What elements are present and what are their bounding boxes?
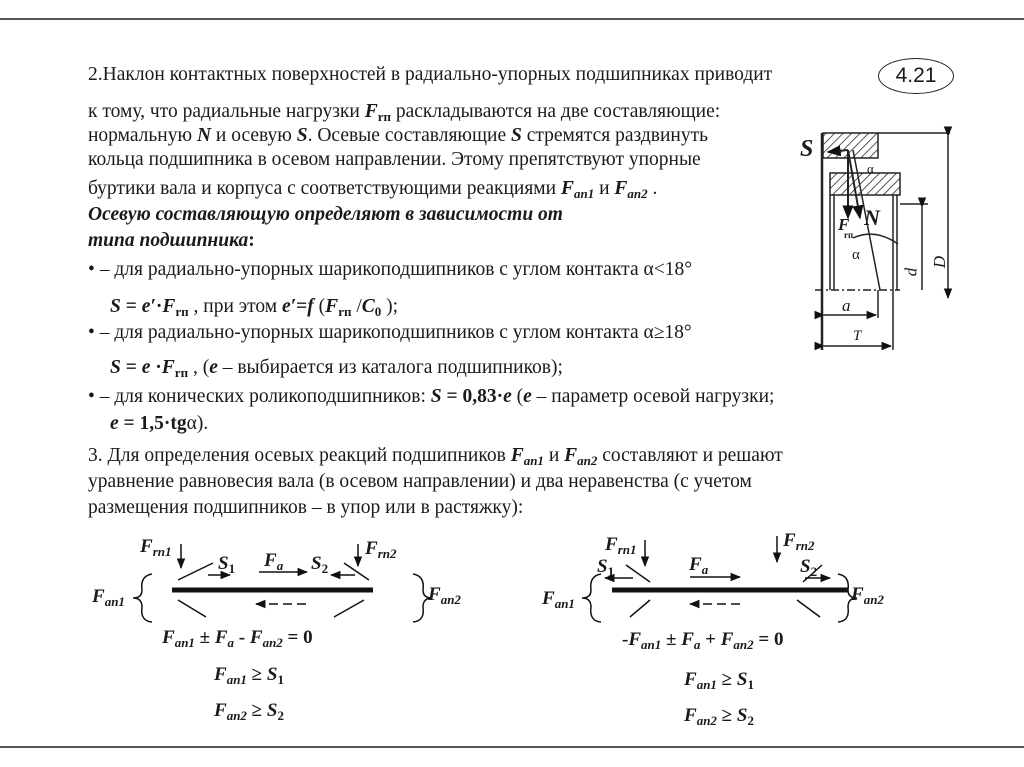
diagram-right-label-segment: aп2 [696, 713, 717, 728]
text-line-segment: • – для радиально-упорных шарикоподшипников с углом контакта α<18° [88, 259, 692, 280]
text-line-segment: S [510, 125, 522, 146]
diagram-left-label-segment: 1 [277, 672, 284, 687]
text-line-segment: aп1 [523, 453, 544, 468]
diagram-right-label-segment: F [628, 629, 642, 650]
diagram-right-label-segment: F [851, 584, 864, 605]
diagram-right-label-segment: aп1 [696, 677, 717, 692]
text-line-segment: нормальную [88, 125, 197, 146]
text-line-segment: rп [338, 304, 352, 319]
diagram-left-label-segment: 2 [277, 708, 284, 723]
text-line-segment: · [150, 357, 162, 378]
text-line-segment: 2.Наклон контактных поверхностей в радиально-упорных подшипниках приводит [88, 64, 773, 85]
bearing-label-a: a [842, 296, 851, 315]
text-line-segment: C [361, 296, 375, 317]
text-line-segment: rп [377, 109, 391, 124]
diagram-right-label [542, 588, 575, 612]
diagram-right-label-segment: aп1 [554, 596, 575, 611]
diagram-right-label-segment: F [720, 629, 734, 650]
text-line-segment: – параметр осевой нагрузки; [531, 386, 775, 407]
diagram-right-label [597, 556, 614, 580]
text-line-segment: f [307, 296, 314, 317]
diagram-right-label-segment: 2 [747, 713, 754, 728]
text-line-segment: = 0,83· [441, 386, 504, 407]
text-line-segment: S [110, 357, 121, 378]
diagram-right-label-segment: S [800, 556, 811, 577]
diagram-left-label-segment: aп1 [174, 635, 195, 650]
diagram-left-label-segment: a [276, 558, 284, 573]
diagram-right-label-segment: F [681, 629, 694, 650]
text-line-segment: = [120, 296, 142, 317]
diagram-right-label-segment: F [684, 669, 697, 690]
bearing-label-d: d [901, 267, 921, 277]
diagram-left-label [140, 536, 171, 560]
diagram-left-label-segment: 1 [228, 561, 236, 576]
text-line-segment: N [196, 125, 212, 146]
diagram-left-label [214, 700, 284, 724]
text-line-segment: , при этом [188, 296, 283, 317]
text-line-segment: составляют и решают [597, 445, 783, 466]
diagram-left-label-segment: S [218, 553, 229, 574]
diagram-left-label-segment: aп2 [440, 592, 461, 607]
diagram-right-label-segment: aп2 [733, 637, 754, 652]
text-line-segment: / [351, 296, 362, 317]
diagram-right-label-segment: F [689, 554, 702, 575]
diagram-left-label [162, 627, 313, 651]
text-line-segment: и [594, 178, 615, 199]
diagram-right-label [851, 584, 884, 608]
text-line-segment: α [186, 413, 197, 434]
text-line-segment: уравнение равновесия вала (в осевом направлении) и два неравенства (с учетом [88, 471, 752, 492]
diagram-right-label-segment: F [605, 534, 618, 555]
text-line-segment: к тому, что радиальные нагрузки [88, 101, 365, 122]
text-line-segment: Осевую составляющую определяют в зависимости от [88, 204, 563, 225]
diagram-right-label-segment: = 0 [753, 629, 784, 650]
diagram-left-label-segment: F [214, 627, 228, 648]
text-line-segment: ). [196, 413, 209, 434]
bearing-label-t: T [853, 328, 862, 344]
diagram-left-label-segment: rп2 [377, 546, 397, 561]
bearing-label-D: D [930, 255, 950, 269]
diagram-left-label-segment: = 0 [282, 627, 313, 648]
text-line-segment: F [614, 178, 628, 199]
text-line-segment: e′ [141, 296, 156, 317]
bearing-label-alpha-1: α [867, 161, 874, 176]
text-line-segment: . Осевые составляющие [307, 125, 511, 146]
text-line-segment: F [325, 296, 339, 317]
slide-number-badge: 4.21 [878, 58, 954, 94]
bearing-figure [815, 133, 950, 350]
diagram-right-label-segment: ± [661, 629, 682, 650]
diagram-right-label-segment: F [783, 530, 796, 551]
diagram-right-label [684, 705, 754, 729]
text-line-segment: F [364, 101, 378, 122]
diagram-left-label-segment: F [162, 627, 175, 648]
diagram-right-label-segment: + [700, 629, 721, 650]
diagram-left-label-segment: aп1 [104, 594, 125, 609]
diagram-left-label-segment: F [365, 538, 378, 559]
diagram-left-label [214, 664, 284, 688]
diagram-right-label-segment: rп1 [617, 542, 637, 557]
text-line-segment: типа подшипника [88, 230, 249, 251]
diagram-right-label-segment: a [701, 562, 709, 577]
text-line-segment: S [430, 386, 442, 407]
text-line-segment: • – для конических роликоподшипников: [88, 386, 431, 407]
bearing-label-s: S [800, 136, 814, 162]
diagram-right-label-segment: F [684, 705, 697, 726]
diagram-right-label [622, 629, 783, 653]
text-line-segment: F [564, 445, 578, 466]
text-line-segment: , ( [188, 357, 210, 378]
diagram-left-label [264, 550, 283, 574]
text-line-segment: e [141, 357, 151, 378]
text-line-segment: = [120, 357, 142, 378]
text-line-segment: e [209, 357, 218, 378]
diagram-left-label [311, 553, 328, 577]
text-line-segment: = [296, 296, 308, 317]
text-line-segment: F [162, 296, 176, 317]
diagram-left-label-segment: F [428, 584, 441, 605]
diagram-left-label-segment: F [140, 536, 153, 557]
text-line-segment: F [510, 445, 524, 466]
diagram-left-label-segment: ± [194, 627, 215, 648]
diagram-left-label [218, 553, 235, 577]
text-line-segment: размещения подшипников – в упор или в растяжку): [88, 497, 524, 518]
diagram-left-label-segment: aп2 [262, 635, 283, 650]
text-line-segment: S [296, 125, 308, 146]
diagram-right-label [800, 556, 817, 580]
bearing-label-f-sub: rп [844, 230, 854, 240]
diagram-right-label-segment: S [736, 669, 748, 690]
diagram-left-label-segment: a [227, 635, 235, 650]
diagram-left-label-segment: aп1 [226, 672, 247, 687]
diagram-left-label-segment: S [266, 700, 278, 721]
text-line-segment: 3. Для определения осевых реакций подшипников [88, 445, 511, 466]
text-line-segment: rп [174, 365, 189, 380]
text-line-segment: ( [313, 296, 326, 317]
text-line-segment: 0 [374, 304, 382, 319]
bearing-label-alpha-2: α [852, 247, 860, 263]
diagram-left-label-segment: F [92, 586, 105, 607]
diagram-left-label-segment: F [264, 550, 277, 571]
text-line-segment: и [543, 445, 565, 466]
text-line-segment: ( [511, 386, 524, 407]
text-line-segment: F [161, 357, 175, 378]
text-line-segment: aп2 [577, 453, 598, 468]
text-line-segment: ); [381, 296, 399, 317]
diagram-right-label [689, 554, 708, 578]
text-line-segment: F [560, 178, 574, 199]
diagram-right-label-segment: ≥ [716, 669, 737, 690]
text-line-segment: e [503, 386, 512, 407]
diagram-right-label-segment: aп1 [641, 637, 662, 652]
diagram-right-label [783, 530, 814, 554]
diagram-left-label [92, 586, 125, 610]
diagram-left-label-segment: - [234, 627, 250, 648]
diagram-left-label-segment: F [249, 627, 263, 648]
diagram-left-label-segment: F [214, 664, 227, 685]
text-line-segment: aп1 [573, 186, 595, 201]
diagram-left-label-segment: S [266, 664, 278, 685]
text-line-segment: e [523, 386, 532, 407]
text-line-segment: e′ [282, 296, 297, 317]
diagram-right-label-segment: S [597, 556, 608, 577]
text-line-segment: – выбирается из каталога подшипников); [217, 357, 563, 378]
text-line-segment: S [110, 296, 121, 317]
diagram-right-label-segment: ≥ [716, 705, 737, 726]
bearing-label-n: N [864, 205, 880, 230]
text-line-segment: раскладываются на две составляющие: [390, 101, 721, 122]
diagram-right-label [605, 534, 636, 558]
diagram-left-label-segment: S [311, 553, 322, 574]
text-line-segment: стремятся раздвинуть [521, 125, 709, 146]
text-line-segment: aп2 [627, 186, 648, 201]
diagram-left-label [428, 584, 461, 608]
diagram-left-label-segment: F [214, 700, 227, 721]
diagram-left-label-segment: rп1 [152, 544, 172, 559]
text-line-segment: = 1,5·tg [118, 413, 187, 434]
diagram-left-label-segment: ≥ [246, 664, 267, 685]
diagram-right-label-segment: 1 [607, 564, 615, 579]
diagram-right-label-segment: rп2 [795, 538, 815, 553]
diagram-right-label-segment: S [736, 705, 748, 726]
diagram-left-label [365, 538, 396, 562]
text-line-segment: . [647, 178, 658, 199]
text-line-segment: : [248, 230, 255, 251]
text-line-segment: кольца подшипника в осевом направлении. Этому препятствуют упорные [88, 149, 701, 170]
text-line-segment: и осевую [211, 125, 297, 146]
text-line-segment: буртики вала и корпуса с соответствующими реакциями [88, 178, 561, 199]
text-line-segment: rп [175, 304, 189, 319]
diagram-right-label-segment: 1 [747, 677, 754, 692]
diagram-left-label-segment: 2 [321, 561, 329, 576]
text-line-segment: e [110, 413, 119, 434]
bearing-label-f: F [838, 215, 850, 234]
diagram-left-label-segment: aп2 [226, 708, 247, 723]
diagram-right-label-segment: - [622, 629, 629, 650]
diagram-left-label-segment: ≥ [246, 700, 267, 721]
text-line-segment: • – для радиально-упорных шарикоподшипников с углом контакта α≥18° [88, 322, 692, 343]
diagram-right-label-segment: 2 [810, 564, 818, 579]
diagram-right-label-segment: a [693, 637, 701, 652]
diagram-right-label-segment: aп2 [863, 592, 884, 607]
diagram-right-label-segment: F [542, 588, 555, 609]
diagram-right-label [684, 669, 754, 693]
text-line-segment: · [155, 296, 163, 317]
